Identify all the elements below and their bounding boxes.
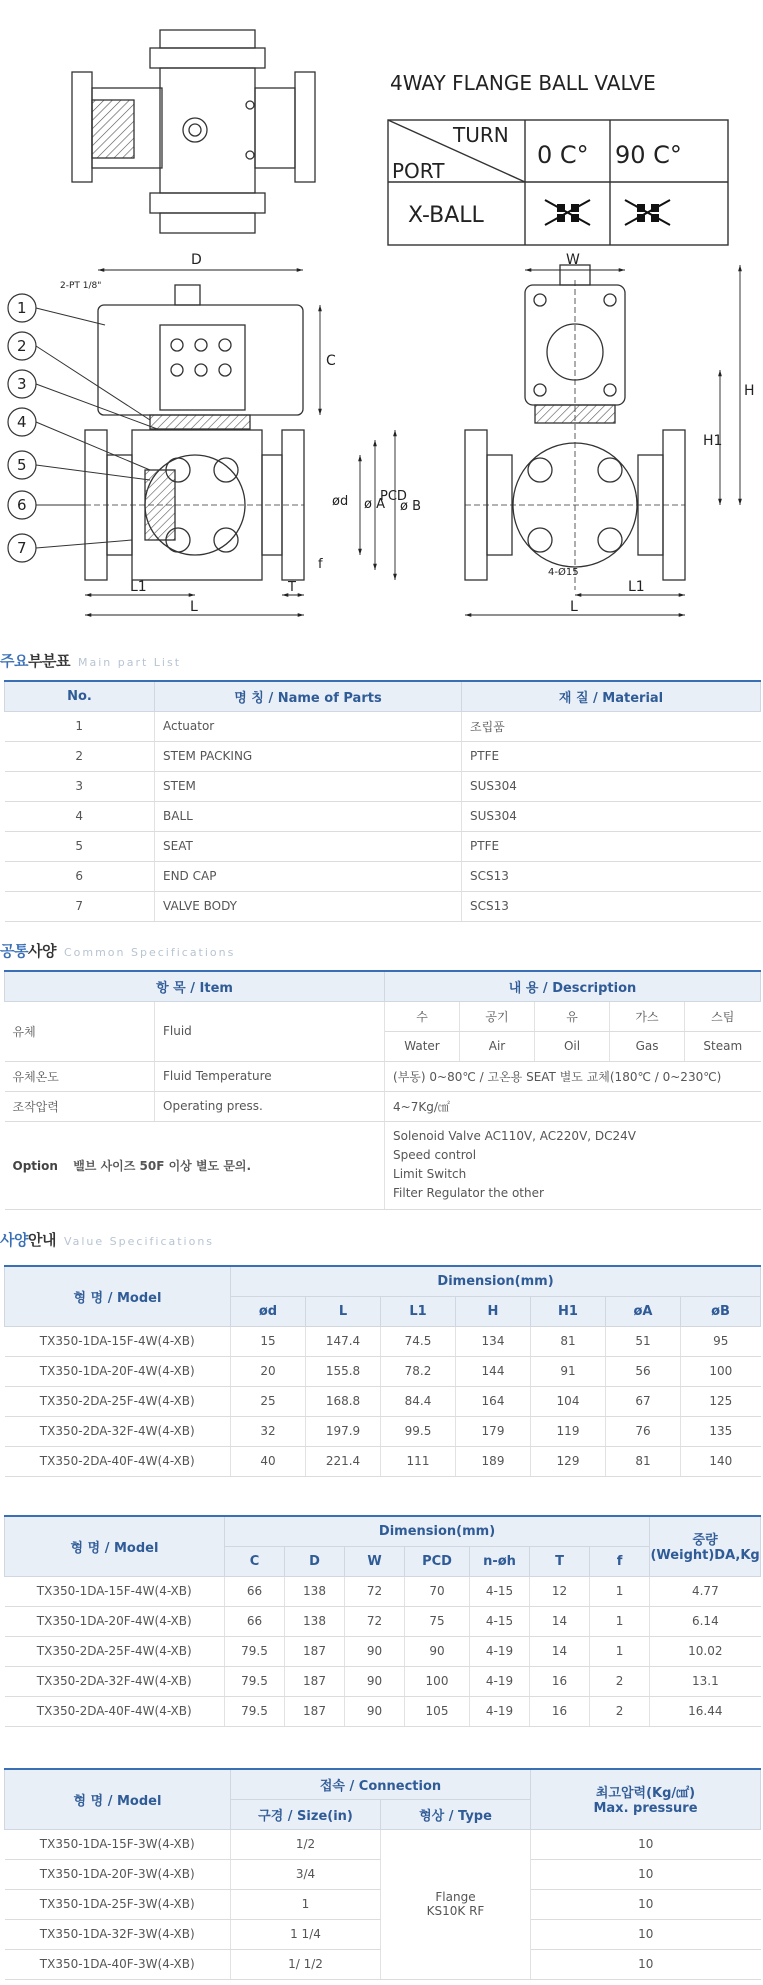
col-oB: øB	[681, 1296, 761, 1326]
common-specs-header	[0, 940, 235, 962]
temp-en: Fluid Temperature	[155, 1061, 385, 1091]
callout-5: 5	[17, 456, 27, 474]
turn-label: TURN	[453, 123, 509, 147]
main-parts-table	[4, 680, 761, 922]
col-dimension: Dimension(mm)	[231, 1266, 761, 1296]
col-H: H	[456, 1296, 531, 1326]
col-name: 명 칭 / Name of Parts	[155, 681, 462, 711]
col-dimension: Dimension(mm)	[225, 1516, 650, 1546]
cell: 104	[531, 1386, 606, 1416]
col-od: ød	[231, 1296, 306, 1326]
fluid-row	[5, 1001, 761, 1031]
press-en: Operating press.	[155, 1091, 385, 1121]
table-row	[5, 1326, 761, 1356]
cell: 4-19	[470, 1696, 530, 1726]
cell: TX350-1DA-40F-3W(4-XB)	[5, 1949, 231, 1979]
col-L: L	[306, 1296, 381, 1326]
dim-holes: 4-Ø15	[548, 567, 579, 578]
common-specs-subtitle: Common Specifications	[63, 946, 236, 959]
fluid-ko-item: 수	[385, 1001, 460, 1031]
main-parts-title-blue: 주요	[0, 652, 28, 670]
dim-L1-left: L1	[130, 579, 147, 595]
cell: TX350-1DA-20F-4W(4-XB)	[5, 1356, 231, 1386]
option-line: Filter Regulator the other	[393, 1186, 544, 1200]
cell: 147.4	[306, 1326, 381, 1356]
cell: 79.5	[225, 1696, 285, 1726]
port-label: PORT	[392, 159, 445, 183]
cell: 81	[531, 1326, 606, 1356]
common-specs-title-blue: 공통	[0, 942, 28, 960]
table-row	[5, 1386, 761, 1416]
col-f: f	[590, 1546, 650, 1576]
cell: 91	[531, 1356, 606, 1386]
option-cell	[5, 1121, 385, 1209]
callout-6: 6	[17, 496, 27, 514]
cell: Actuator	[155, 711, 462, 741]
dim-C: C	[326, 353, 336, 369]
cell: 4	[5, 801, 155, 831]
cell: 13.1	[650, 1666, 761, 1696]
col-connection: 접속 / Connection	[231, 1769, 531, 1799]
fluid-en-item: Water	[385, 1031, 460, 1061]
cell: SCS13	[462, 861, 761, 891]
cell: 187	[285, 1666, 345, 1696]
cell: 12	[530, 1576, 590, 1606]
cell: TX350-2DA-32F-4W(4-XB)	[5, 1666, 225, 1696]
fluid-ko: 유체	[5, 1001, 155, 1061]
option-label: Option	[12, 1158, 58, 1173]
option-row	[5, 1121, 761, 1209]
fluid-en-item: Gas	[610, 1031, 685, 1061]
col-W: W	[345, 1546, 405, 1576]
fluid-ko-item: 유	[535, 1001, 610, 1031]
fluid-en-item: Air	[460, 1031, 535, 1061]
cell: 187	[285, 1636, 345, 1666]
cell: 20	[231, 1356, 306, 1386]
callout-3: 3	[17, 375, 27, 393]
cell: STEM	[155, 771, 462, 801]
type-value-2: KS10K RF	[426, 1904, 485, 1918]
option-line: Speed control	[393, 1148, 477, 1162]
cell: SEAT	[155, 831, 462, 861]
table-row	[5, 891, 761, 921]
temp-ko: 유체온도	[5, 1061, 155, 1091]
cell: 1	[590, 1636, 650, 1666]
pt-note: 2-PT 1/8"	[60, 281, 102, 291]
cell: 67	[606, 1386, 681, 1416]
cell: TX350-2DA-25F-4W(4-XB)	[5, 1386, 231, 1416]
cell: TX350-2DA-25F-4W(4-XB)	[5, 1636, 225, 1666]
cell: PTFE	[462, 831, 761, 861]
table-row	[5, 1696, 761, 1726]
dim-H: H	[744, 383, 755, 399]
cell: 4-19	[470, 1666, 530, 1696]
valve-drawing-svg	[0, 0, 763, 640]
cell: TX350-2DA-40F-4W(4-XB)	[5, 1696, 225, 1726]
col-type: 형상 / Type	[381, 1799, 531, 1829]
col-noh: n-øh	[470, 1546, 530, 1576]
cell: 90	[405, 1636, 470, 1666]
main-parts-title-dark: 부분표	[27, 652, 70, 670]
col-size: 구경 / Size(in)	[231, 1799, 381, 1829]
dim-PCD: PCD	[380, 489, 407, 504]
cell: 66	[225, 1576, 285, 1606]
cell: 134	[456, 1326, 531, 1356]
cell: 66	[225, 1606, 285, 1636]
col-material: 재 질 / Material	[462, 681, 761, 711]
cell: 1	[231, 1889, 381, 1919]
dimension-table-2	[4, 1515, 761, 1727]
cell: 84.4	[381, 1386, 456, 1416]
cell: 168.8	[306, 1386, 381, 1416]
xball-0-icon	[545, 200, 590, 225]
cell: STEM PACKING	[155, 741, 462, 771]
callout-7: 7	[17, 539, 27, 557]
cell: 74.5	[381, 1326, 456, 1356]
type-cell	[381, 1829, 531, 1979]
dim-oA: ø A	[364, 497, 385, 512]
table-row	[5, 1666, 761, 1696]
cell: TX350-1DA-32F-3W(4-XB)	[5, 1919, 231, 1949]
cell: 56	[606, 1356, 681, 1386]
dim-f: f	[318, 557, 323, 572]
cell: 16	[530, 1666, 590, 1696]
callouts	[8, 294, 160, 562]
cell: 79.5	[225, 1666, 285, 1696]
cell: 32	[231, 1416, 306, 1446]
cell: 90	[345, 1636, 405, 1666]
press-value: 4~7Kg/㎠	[385, 1091, 761, 1121]
cell: 15	[231, 1326, 306, 1356]
turn-90-label: 90 C°	[615, 141, 682, 169]
col-weight	[650, 1516, 761, 1576]
col-model: 형 명 / Model	[5, 1266, 231, 1326]
cell: 79.5	[225, 1636, 285, 1666]
cell: 197.9	[306, 1416, 381, 1446]
cell: 90	[345, 1696, 405, 1726]
table-row	[5, 771, 761, 801]
connection-table	[4, 1768, 761, 1980]
cell: 100	[681, 1356, 761, 1386]
cell: 2	[590, 1696, 650, 1726]
cell: PTFE	[462, 741, 761, 771]
cell: 189	[456, 1446, 531, 1476]
cell: 2	[5, 741, 155, 771]
cell: END CAP	[155, 861, 462, 891]
dim-L1-right: L1	[628, 579, 645, 595]
cell: 70	[405, 1576, 470, 1606]
dimension-table-1	[4, 1265, 761, 1477]
col-description: 내 용 / Description	[385, 971, 761, 1001]
option-line: Solenoid Valve AC110V, AC220V, DC24V	[393, 1129, 637, 1143]
cell: SUS304	[462, 771, 761, 801]
cell: 4-15	[470, 1576, 530, 1606]
callout-1: 1	[17, 299, 27, 317]
cell: 187	[285, 1696, 345, 1726]
cell: 10	[531, 1919, 761, 1949]
cell: 155.8	[306, 1356, 381, 1386]
table-row	[5, 1636, 761, 1666]
cell: 81	[606, 1446, 681, 1476]
cell: 6.14	[650, 1606, 761, 1636]
value-specs-header	[0, 1229, 214, 1251]
cell: 10	[531, 1859, 761, 1889]
table-row	[5, 1829, 761, 1859]
value-specs-title-dark: 안내	[27, 1231, 56, 1249]
col-item: 항 목 / Item	[5, 971, 385, 1001]
cell: 179	[456, 1416, 531, 1446]
cell: 6	[5, 861, 155, 891]
cell: 2	[590, 1666, 650, 1696]
common-specs-title-dark: 사양	[27, 942, 56, 960]
cell: 119	[531, 1416, 606, 1446]
cell: 100	[405, 1666, 470, 1696]
cell: 14	[530, 1606, 590, 1636]
cell: 72	[345, 1606, 405, 1636]
main-parts-header	[0, 650, 181, 672]
table-row	[5, 1576, 761, 1606]
col-C: C	[225, 1546, 285, 1576]
cell: 111	[381, 1446, 456, 1476]
dim-D: D	[191, 252, 202, 268]
cell: 16.44	[650, 1696, 761, 1726]
technical-drawing	[0, 0, 763, 640]
dim-T: T	[288, 580, 296, 595]
col-H1: H1	[531, 1296, 606, 1326]
cell: 105	[405, 1696, 470, 1726]
table-row	[5, 711, 761, 741]
xball-90-icon	[625, 200, 670, 225]
cell: 90	[345, 1666, 405, 1696]
cell: 10	[531, 1949, 761, 1979]
option-line: Limit Switch	[393, 1167, 467, 1181]
dim-L-left: L	[190, 599, 198, 615]
cell: 75	[405, 1606, 470, 1636]
dim-W: W	[566, 252, 580, 268]
col-T: T	[530, 1546, 590, 1576]
drawing-title: 4WAY FLANGE BALL VALVE	[390, 71, 656, 95]
cell: 5	[5, 831, 155, 861]
col-no: No.	[5, 681, 155, 711]
cell: 125	[681, 1386, 761, 1416]
cell: SUS304	[462, 801, 761, 831]
cell: TX350-2DA-32F-4W(4-XB)	[5, 1416, 231, 1446]
cell: TX350-1DA-15F-4W(4-XB)	[5, 1326, 231, 1356]
fluid-en-item: Steam	[685, 1031, 761, 1061]
col-oA: øA	[606, 1296, 681, 1326]
cell: 25	[231, 1386, 306, 1416]
cell: 4-19	[470, 1636, 530, 1666]
weight-header-1: 중량	[692, 1533, 718, 1549]
option-lines	[385, 1121, 761, 1209]
side-view	[465, 265, 685, 590]
dim-od: ød	[332, 494, 349, 509]
side-dimensions	[465, 265, 740, 615]
cell: 144	[456, 1356, 531, 1386]
common-specs-table	[4, 970, 761, 1210]
table-row	[5, 861, 761, 891]
cell: 78.2	[381, 1356, 456, 1386]
cell: 135	[681, 1416, 761, 1446]
cell: 1/ 1/2	[231, 1949, 381, 1979]
cell: 3/4	[231, 1859, 381, 1889]
fluid-ko-item: 공기	[460, 1001, 535, 1031]
cell: 1 1/4	[231, 1919, 381, 1949]
cell: 3	[5, 771, 155, 801]
cell: 1/2	[231, 1829, 381, 1859]
pressure-header-2: Max. pressure	[593, 1801, 698, 1817]
callout-2: 2	[17, 337, 27, 355]
table-row	[5, 1446, 761, 1476]
cell: 95	[681, 1326, 761, 1356]
col-model: 형 명 / Model	[5, 1516, 225, 1576]
table-row	[5, 1356, 761, 1386]
cell: BALL	[155, 801, 462, 831]
cell: 99.5	[381, 1416, 456, 1446]
cell: VALVE BODY	[155, 891, 462, 921]
cell: 1	[590, 1576, 650, 1606]
value-specs-subtitle: Value Specifications	[63, 1235, 215, 1248]
col-pressure	[531, 1769, 761, 1829]
cell: SCS13	[462, 891, 761, 921]
col-D: D	[285, 1546, 345, 1576]
top-view	[72, 30, 315, 233]
cell: 221.4	[306, 1446, 381, 1476]
cell: 조립품	[462, 711, 761, 741]
cell: 140	[681, 1446, 761, 1476]
xball-label: X-BALL	[408, 203, 484, 228]
fluid-en: Fluid	[155, 1001, 385, 1061]
cell: 164	[456, 1386, 531, 1416]
col-L1: L1	[381, 1296, 456, 1326]
col-model: 형 명 / Model	[5, 1769, 231, 1829]
fluid-ko-item: 가스	[610, 1001, 685, 1031]
fluid-en-item: Oil	[535, 1031, 610, 1061]
value-specs-title-blue: 사양	[0, 1231, 28, 1249]
cell: TX350-2DA-40F-4W(4-XB)	[5, 1446, 231, 1476]
temp-value: (부동) 0~80℃ / 고온용 SEAT 별도 교체(180℃ / 0~230℃)	[385, 1061, 761, 1091]
weight-header-2: (Weight)DA,Kg	[650, 1548, 760, 1564]
cell: 14	[530, 1636, 590, 1666]
table-row	[5, 1606, 761, 1636]
cell: TX350-1DA-15F-4W(4-XB)	[5, 1576, 225, 1606]
cell: 10.02	[650, 1636, 761, 1666]
col-PCD: PCD	[405, 1546, 470, 1576]
cell: 138	[285, 1576, 345, 1606]
cell: TX350-1DA-15F-3W(4-XB)	[5, 1829, 231, 1859]
cell: 129	[531, 1446, 606, 1476]
callout-4: 4	[17, 413, 27, 431]
dim-H1: H1	[703, 433, 723, 449]
press-row	[5, 1091, 761, 1121]
press-ko: 조작압력	[5, 1091, 155, 1121]
temp-row	[5, 1061, 761, 1091]
cell: 72	[345, 1576, 405, 1606]
table-row	[5, 801, 761, 831]
cell: 4.77	[650, 1576, 761, 1606]
cell: 1	[5, 711, 155, 741]
cell: TX350-1DA-20F-3W(4-XB)	[5, 1859, 231, 1889]
table-row	[5, 1416, 761, 1446]
cell: 51	[606, 1326, 681, 1356]
front-view	[85, 285, 304, 580]
cell: 7	[5, 891, 155, 921]
cell: 4-15	[470, 1606, 530, 1636]
cell: 76	[606, 1416, 681, 1446]
cell: 138	[285, 1606, 345, 1636]
cell: 40	[231, 1446, 306, 1476]
cell: 1	[590, 1606, 650, 1636]
pressure-header-1: 최고압력(Kg/㎠)	[595, 1786, 696, 1802]
cell: 10	[531, 1889, 761, 1919]
dim-oB: ø B	[400, 499, 422, 514]
cell: 16	[530, 1696, 590, 1726]
table-row	[5, 831, 761, 861]
table-row	[5, 741, 761, 771]
cell: TX350-1DA-25F-3W(4-XB)	[5, 1889, 231, 1919]
option-note: 밸브 사이즈 50F 이상 별도 문의.	[73, 1158, 252, 1173]
main-parts-subtitle: Main part List	[77, 656, 182, 669]
cell: TX350-1DA-20F-4W(4-XB)	[5, 1606, 225, 1636]
turn-0-label: 0 C°	[537, 141, 589, 169]
type-value-1: Flange	[435, 1890, 476, 1904]
dim-L-right: L	[570, 599, 578, 615]
cell: 10	[531, 1829, 761, 1859]
fluid-ko-item: 스팀	[685, 1001, 761, 1031]
